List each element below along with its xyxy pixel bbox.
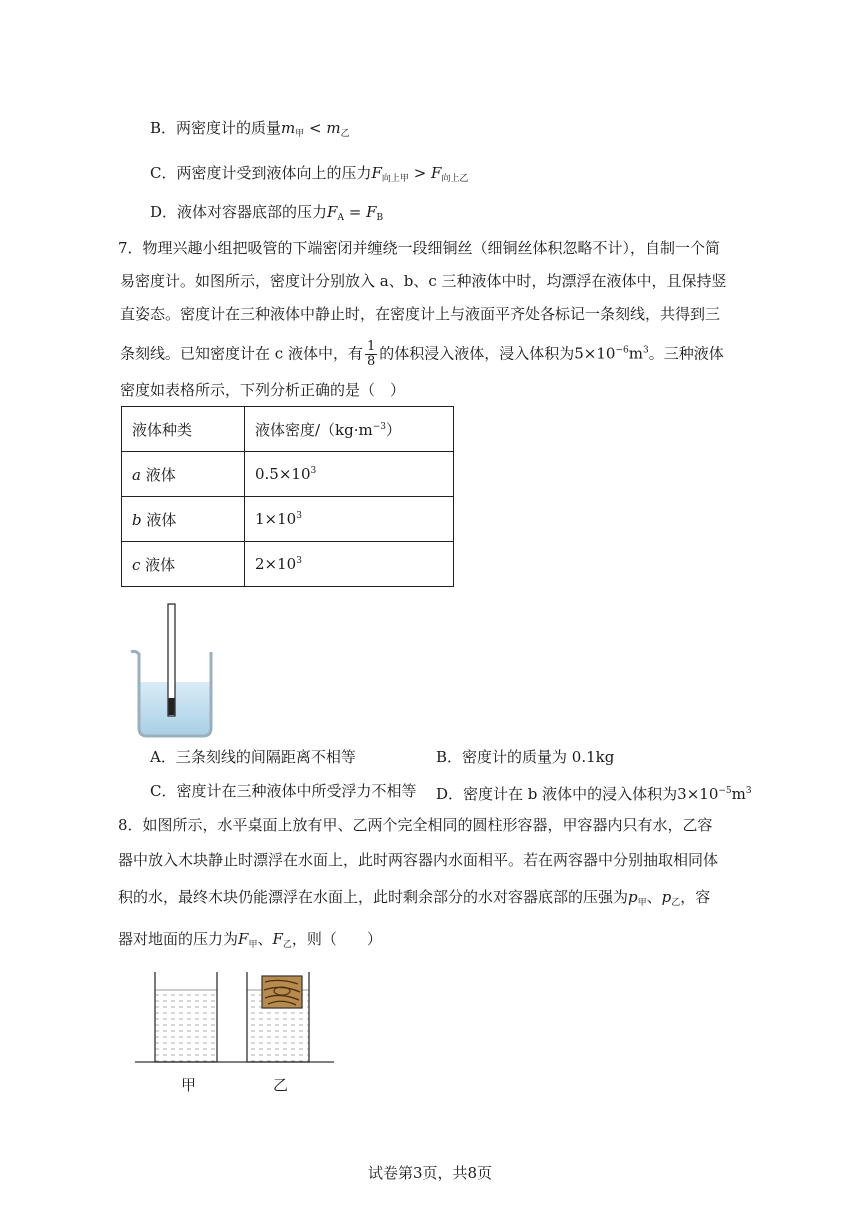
table-row xyxy=(122,407,454,452)
beaker-densimeter-figure xyxy=(125,600,225,740)
q8-line-2: 器中放入木块静止时漂浮在水面上，此时两容器内水面相平。若在两容器中分别抽取相同体 xyxy=(118,851,719,869)
q7-line-5: 密度如表格所示，下列分析正确的是（ ） xyxy=(120,381,406,399)
table-row: a 液体 $0.5\times 10^3$ xyxy=(122,452,454,497)
q6-option-b: B．两密度计的质量$m_甲 < m_乙$ xyxy=(150,119,350,139)
q8-line-4: 器对地面的压力为$F_甲$、$F_乙$，则（ ） xyxy=(118,930,382,950)
q7-option-b: B．密度计的质量为 0.1kg xyxy=(436,748,615,766)
table-header-cell: 液体种类 xyxy=(122,407,245,452)
table-row: b 液体 $1\times 10^3$ xyxy=(122,497,454,542)
q7-option-a: A．三条刻线的间隔距离不相等 xyxy=(150,748,356,766)
two-containers-figure xyxy=(130,968,340,1068)
q8-line-1: 8．如图所示，水平桌面上放有甲、乙两个完全相同的圆柱形容器，甲容器内只有水，乙容 xyxy=(118,816,713,834)
density-table xyxy=(121,406,454,587)
container-label-yi: 乙 xyxy=(273,1076,289,1094)
q6-option-c: C．两密度计受到液体向上的压力$F_{向上甲} > F_{向上乙}$ xyxy=(150,164,469,184)
table-header-cell: 液体密度$/(kg\cdot m^{-3})$ xyxy=(245,407,454,452)
fraction-one-eighth: $\frac{1}{8}$ xyxy=(366,339,376,369)
q8-line-3: 积的水，最终木块仍能漂浮在水面上，此时剩余部分的水对容器底部的压强为$p_甲$、$p_乙$，容 xyxy=(118,888,711,908)
table-row: c 液体 $2\times 10^3$ xyxy=(122,542,454,587)
q7-line-3: 直姿态。密度计在三种液体中静止时，在密度计上与液面平齐处各标记一条刻线，共得到三 xyxy=(120,305,721,323)
wood-block xyxy=(262,976,302,1008)
q7-option-c: C．密度计在三种液体中所受浮力不相等 xyxy=(150,782,417,800)
q7-line-2: 易密度计。如图所示，密度计分别放入 a、b、c 三种液体中时，均漂浮在液体中，且保持竖 xyxy=(120,272,727,290)
page-footer: 试卷第3页，共8页 xyxy=(367,1164,493,1182)
container-label-jia: 甲 xyxy=(181,1076,197,1094)
q7-line-4: 条刻线。已知密度计在 c 液体中，有 $\frac{1}{8}$ 的体积浸入液体，浸入体积为$5\times 10^{-6}m^3$。三种液体 xyxy=(120,339,724,369)
q6-option-d: D．液体对容器底部的压力$F_A = F_B$ xyxy=(150,203,384,223)
q7-option-d: D．密度计在 b 液体中的浸入体积为$3\times 10^{-5}m^3$ xyxy=(436,785,752,803)
q7-line-1: 7．物理兴趣小组把吸管的下端密闭并缠绕一段细铜丝（细铜丝体积忽略不计），自制一个简 xyxy=(118,239,721,257)
